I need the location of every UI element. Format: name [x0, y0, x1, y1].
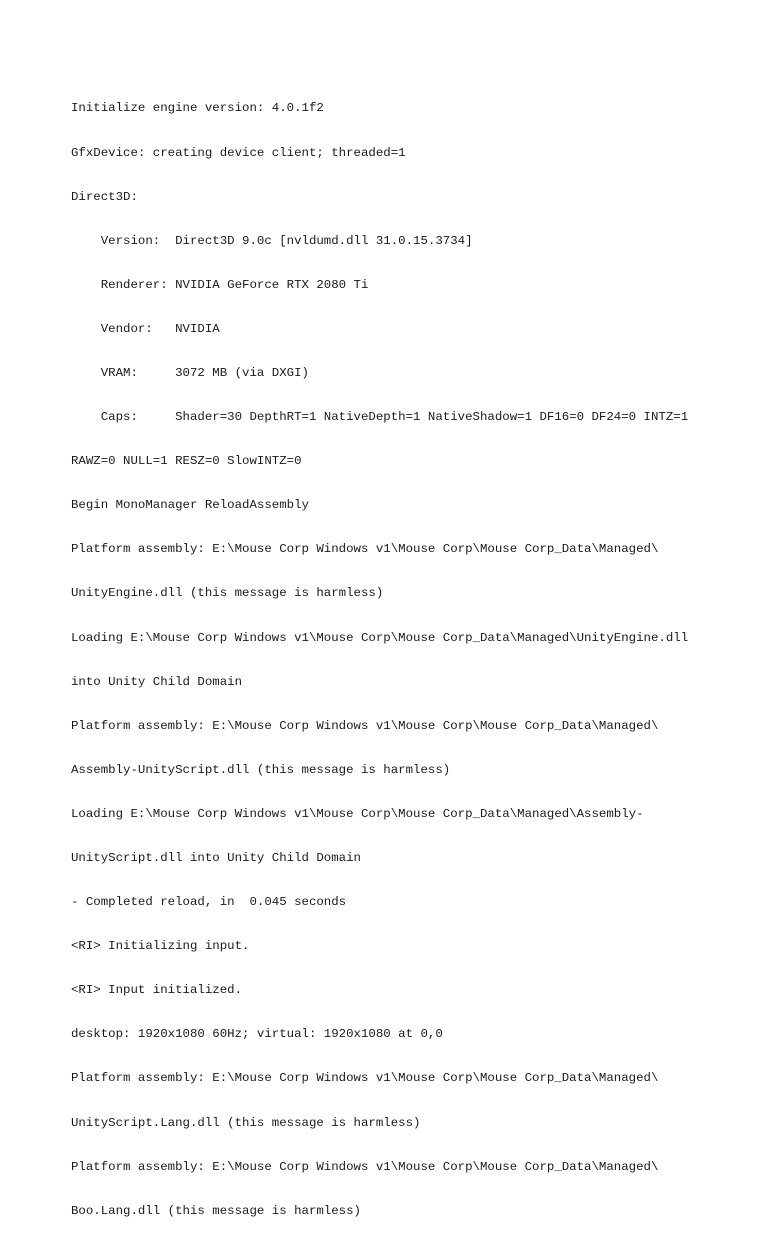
log-line: VRAM: 3072 MB (via DXGI) — [71, 365, 309, 380]
log-line: Platform assembly: E:\Mouse Corp Windows v1\Mouse Corp\Mouse Corp_Data\Managed\ — [71, 718, 659, 733]
log-line: <RI> Input initialized. — [71, 983, 243, 998]
log-line: Platform assembly: E:\Mouse Corp Windows v1\Mouse Corp\Mouse Corp_Data\Managed\ — [71, 1071, 659, 1086]
log-line: Platform assembly: E:\Mouse Corp Windows v1\Mouse Corp\Mouse Corp_Data\Managed\ — [71, 542, 659, 557]
log-line: Loading E:\Mouse Corp Windows v1\Mouse Corp\Mouse Corp_Data\Managed\Assembly- — [71, 806, 644, 821]
log-line: Assembly-UnityScript.dll (this message is harmless) — [71, 762, 451, 777]
log-line: desktop: 1920x1080 60Hz; virtual: 1920x1080 at 0,0 — [71, 1027, 443, 1042]
log-line: Version: Direct3D 9.0c [nvldumd.dll 31.0.15.3734] — [71, 233, 473, 248]
log-line: Platform assembly: E:\Mouse Corp Windows v1\Mouse Corp\Mouse Corp_Data\Managed\ — [71, 1159, 659, 1174]
log-line: into Unity Child Domain — [71, 674, 243, 689]
log-line: UnityScript.Lang.dll (this message is harmless) — [71, 1115, 421, 1130]
log-line: - Completed reload, in 0.045 seconds — [71, 895, 347, 910]
log-line: UnityEngine.dll (this message is harmless) — [71, 586, 384, 601]
log-line: Vendor: NVIDIA — [71, 321, 220, 336]
log-line: UnityScript.dll into Unity Child Domain — [71, 851, 361, 865]
log-text — [71, 72, 731, 1233]
log-line: GfxDevice: creating device client; threaded=1 — [71, 145, 406, 160]
log-line: <RI> Initializing input. — [71, 939, 250, 954]
log-line: Caps: Shader=30 DepthRT=1 NativeDepth=1 NativeShadow=1 DF16=0 DF24=0 INTZ=1 — [71, 410, 689, 425]
log-line: RAWZ=0 NULL=1 RESZ=0 SlowINTZ=0 — [71, 454, 302, 469]
log-line: Loading E:\Mouse Corp Windows v1\Mouse Corp\Mouse Corp_Data\Managed\UnityEngine.dll — [71, 630, 689, 645]
log-line: Begin MonoManager ReloadAssembly — [71, 498, 309, 513]
log-line: Direct3D: — [71, 189, 138, 204]
log-line: Boo.Lang.dll (this message is harmless) — [71, 1203, 361, 1218]
log-line: Renderer: NVIDIA GeForce RTX 2080 Ti — [71, 277, 369, 292]
log-line: Initialize engine version: 4.0.1f2 — [71, 101, 324, 116]
